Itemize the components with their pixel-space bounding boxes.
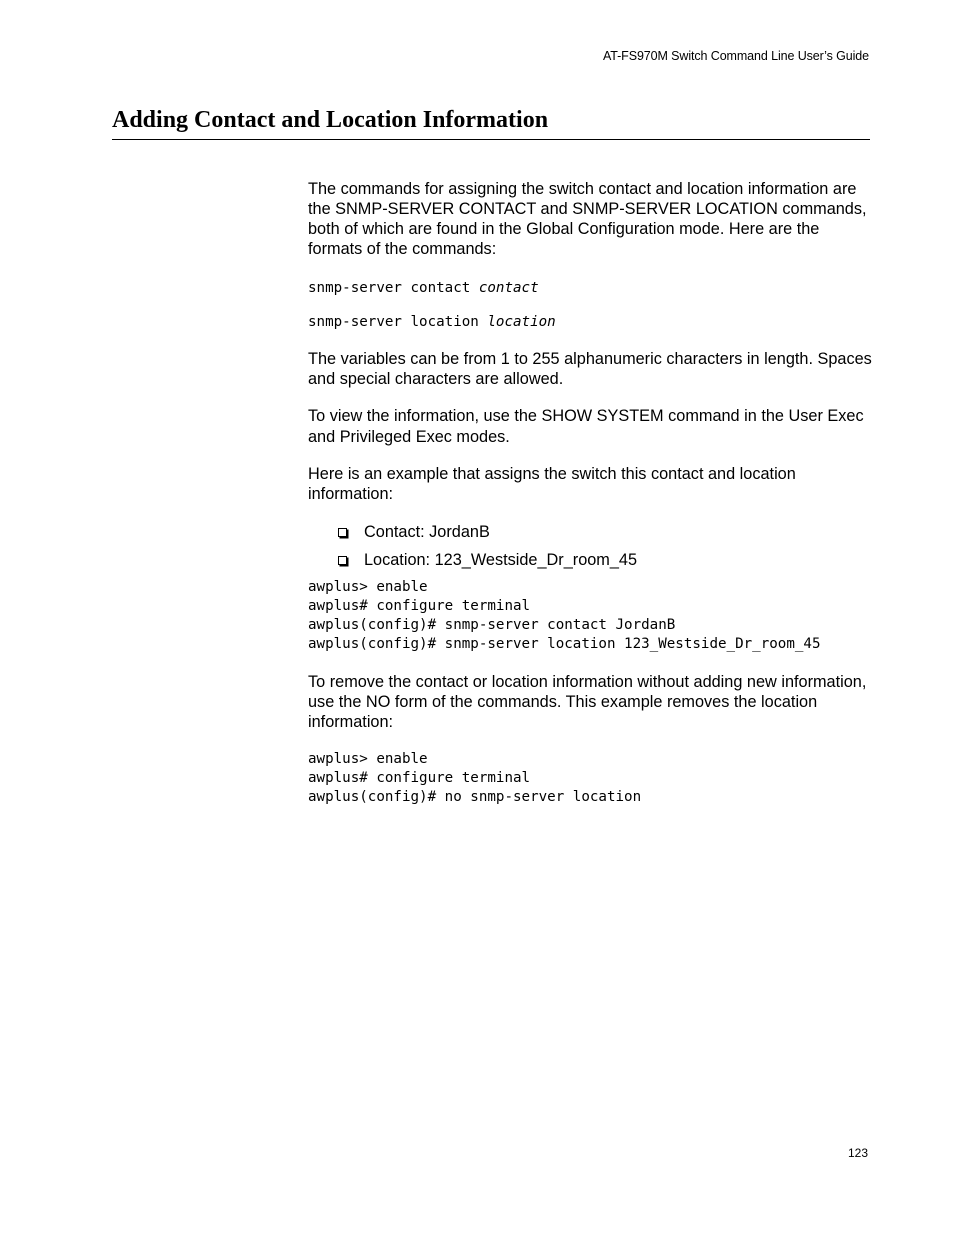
code-line: awplus(config)# no snmp-server location [308,789,642,805]
title-divider [112,139,870,140]
intro-paragraph: The commands for assigning the switch contact and location information are the SNMP-SERVER CONTACT and SNMP-SERVER LOCATION commands, both of which are found in the Global Configuration mode. Here are the formats of the commands: [308,180,867,258]
example-intro-paragraph: Here is an example that assigns the switch this contact and location information: [308,465,796,503]
view-paragraph: To view the information, use the SHOW SYSTEM command in the User Exec and Privileged Exec modes. [308,407,864,446]
syntax-location [308,313,878,332]
checkbox-bullet-icon [338,556,347,565]
bullet-location-text: Location: 123_Westside_Dr_room_45 [364,551,638,569]
syntax-contact-variable: contact [478,280,539,296]
bullet-contact-text: Contact: JordanB [364,523,490,541]
page-number: 123 [847,1146,868,1160]
running-header: AT-FS970M Switch Command Line User’s Guide [602,49,869,63]
syntax-contact-command: snmp-server contact [308,280,471,296]
body-column [308,179,878,807]
code-line: awplus(config)# snmp-server contact JordanB [308,617,676,633]
code-line: awplus# configure terminal [308,598,531,614]
list-item [308,522,878,550]
code-line: awplus> enable [308,579,428,595]
list-item [308,550,878,578]
remove-intro-paragraph: To remove the contact or location information without adding new information, use the NO form of the commands. This example removes the location information: [308,673,867,731]
code-line: awplus# configure terminal [308,770,531,786]
variables-paragraph: The variables can be from 1 to 255 alphanumeric characters in length. Spaces and special characters are allowed. [308,350,872,388]
section-title: Adding Contact and Location Information [112,107,549,133]
code-line: awplus(config)# snmp-server location 123_Westside_Dr_room_45 [308,636,821,652]
syntax-location-command: snmp-server location [308,314,479,330]
syntax-location-variable: location [487,314,556,330]
example-code-block [308,578,878,654]
syntax-contact [308,279,878,298]
remove-code-block [308,750,878,807]
example-bullet-list [308,522,878,578]
code-line: awplus> enable [308,751,428,767]
checkbox-bullet-icon [338,528,347,537]
